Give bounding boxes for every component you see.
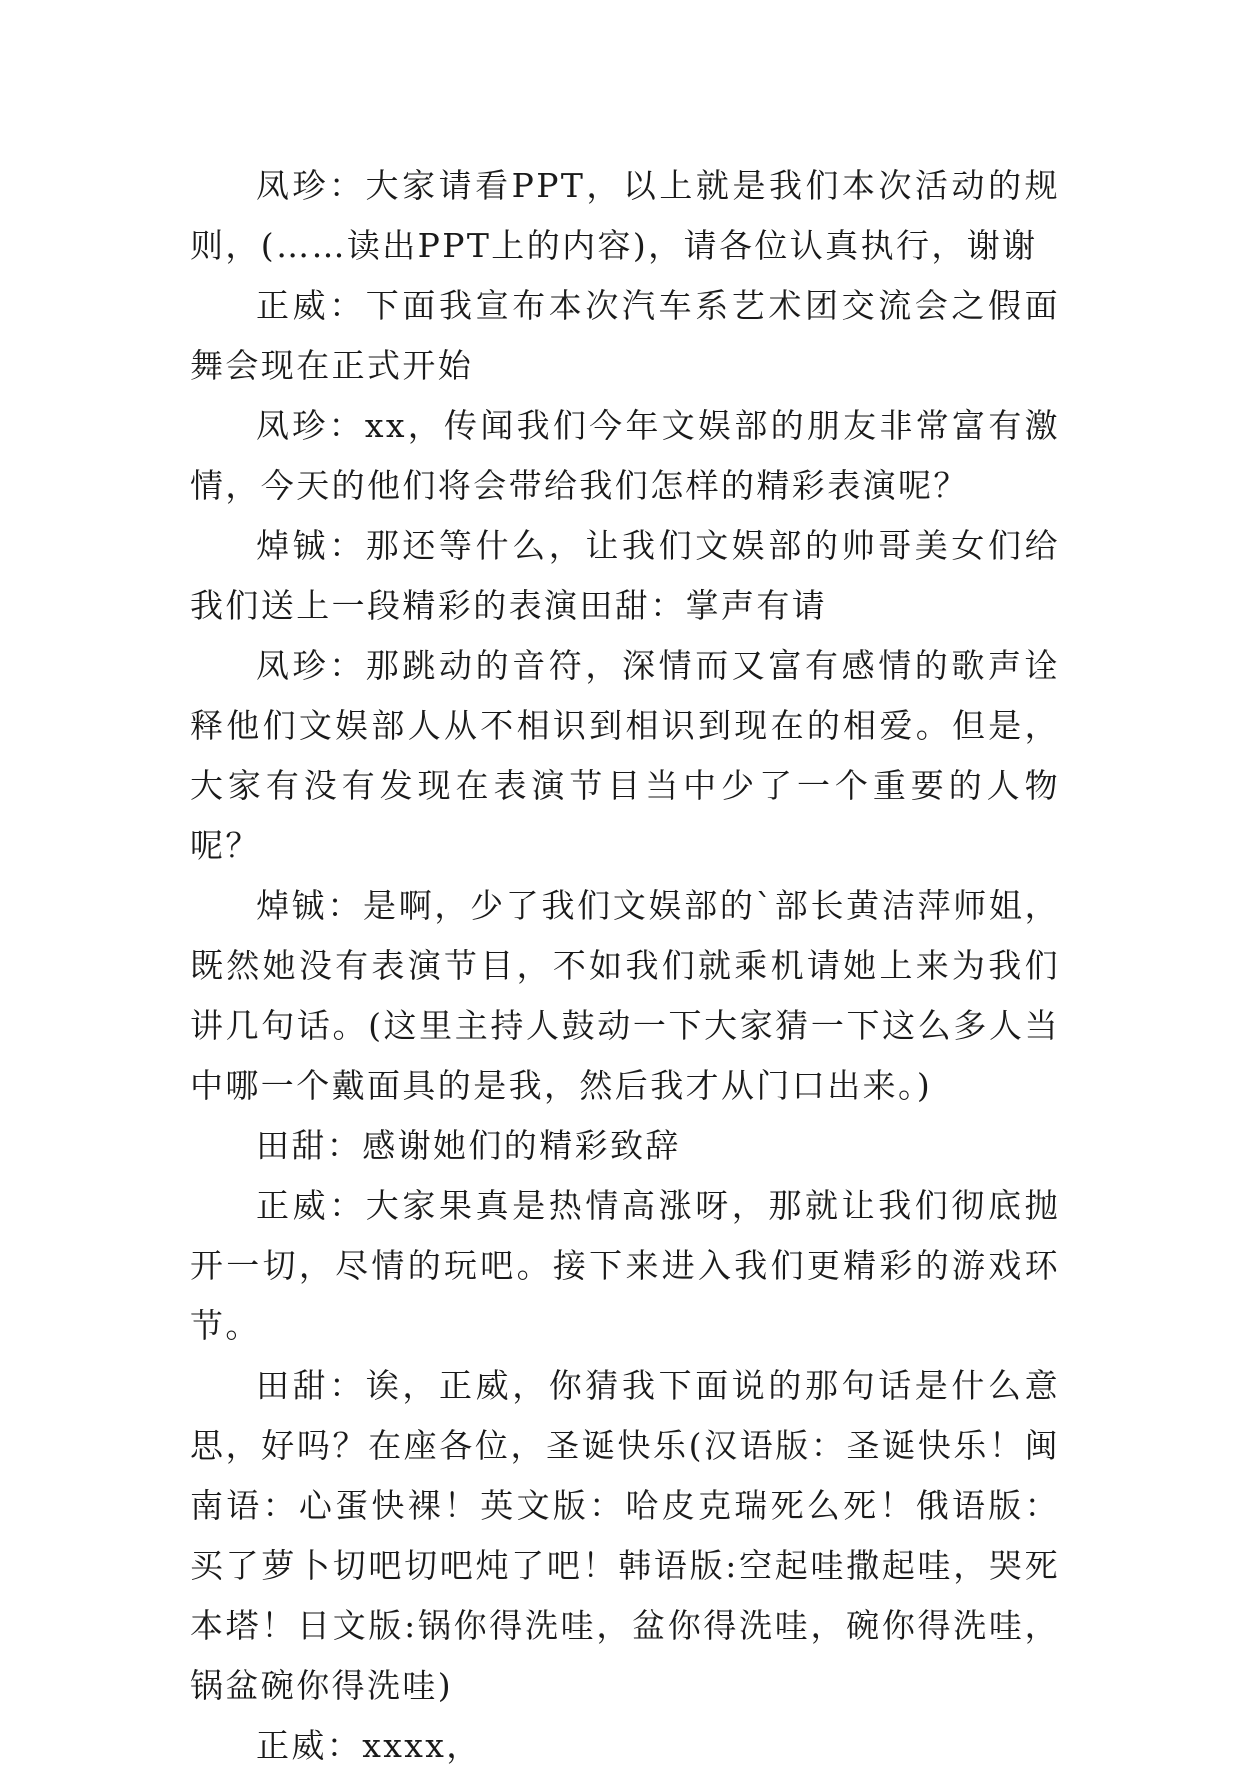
paragraph: 凤珍：xx，传闻我们今年文娱部的朋友非常富有激情，今天的他们将会带给我们怎样的精彩表演呢？ bbox=[190, 406, 1060, 505]
paragraph: 正威：下面我宣布本次汽车系艺术团交流会之假面舞会现在正式开始 bbox=[190, 286, 1060, 385]
paragraph: 焯铖：是啊，少了我们文娱部的`部长黄洁萍师姐，既然她没有表演节目，不如我们就乘机请她上来为我们讲几句话。(这里主持人鼓动一下大家猜一下这么多人当中哪一个戴面具的是我，然后我才从门口出来。) bbox=[190, 886, 1060, 1105]
paragraph: 凤珍：那跳动的音符，深情而又富有感情的歌声诠释他们文娱部人从不相识到相识到现在的相爱。但是，大家有没有发现在表演节目当中少了一个重要的人物呢？ bbox=[190, 646, 1060, 865]
paragraph: 正威：xxxx， bbox=[256, 1726, 482, 1765]
paragraph: 焯铖：那还等什么，让我们文娱部的帅哥美女们给我们送上一段精彩的表演田甜：掌声有请 bbox=[190, 526, 1060, 625]
paragraph: 田甜：感谢她们的精彩致辞 bbox=[256, 1126, 681, 1165]
paragraph: 田甜：诶，正威，你猜我下面说的那句话是什么意思，好吗？在座各位，圣诞快乐(汉语版：圣诞快乐！闽南语：心蛋快裸！英文版：哈皮克瑞死么死！俄语版：买了萝卜切吧切吧炖了吧！韩语版:空起哇撒起哇，哭死本塔！日文版:锅你得洗哇，盆你得洗哇，碗你得洗哇，锅盆碗你得洗哇) bbox=[190, 1366, 1060, 1705]
paragraph: 凤珍：大家请看PPT，以上就是我们本次活动的规则，(……读出PPT上的内容)，请各位认真执行，谢谢 bbox=[190, 166, 1060, 265]
document-body bbox=[190, 156, 1060, 1776]
paragraph: 正威：大家果真是热情高涨呀，那就让我们彻底抛开一切，尽情的玩吧。接下来进入我们更精彩的游戏环节。 bbox=[190, 1186, 1060, 1345]
